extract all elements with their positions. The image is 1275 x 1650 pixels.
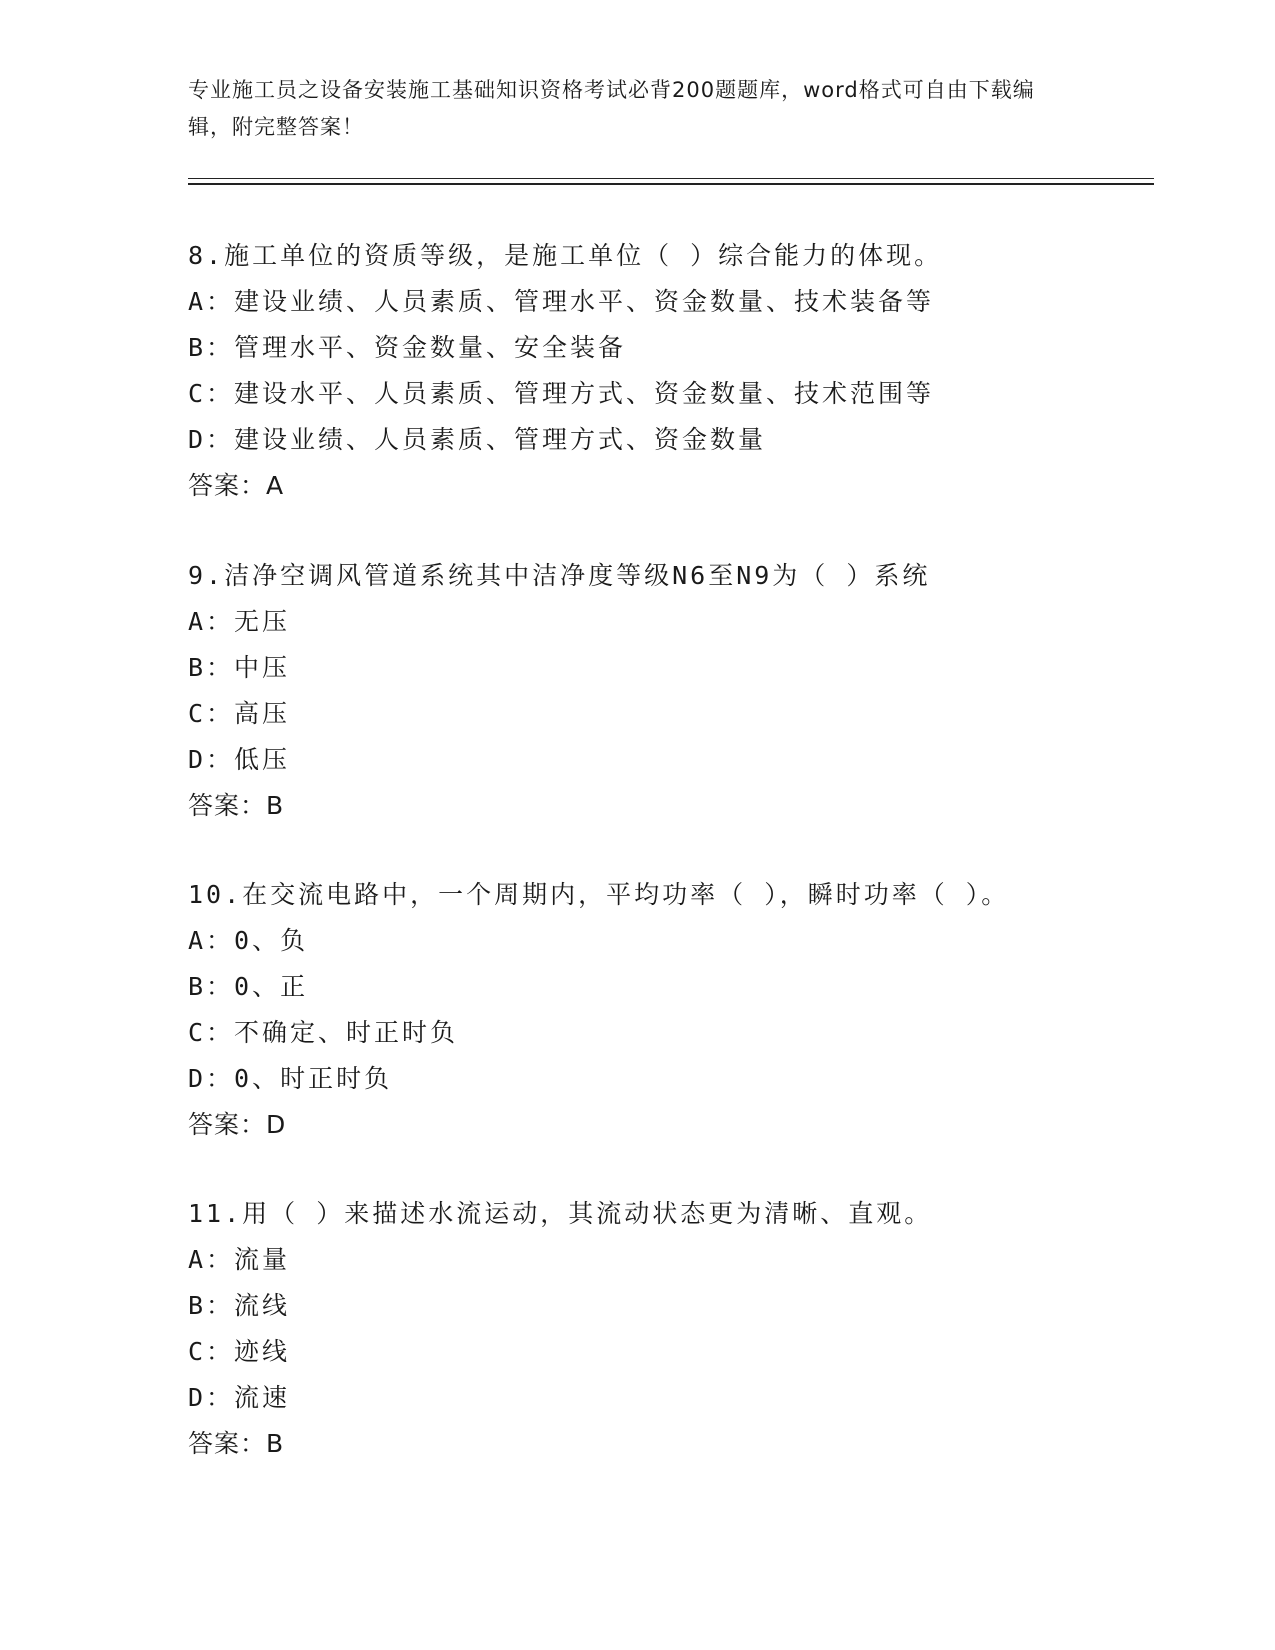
document-header: 专业施工员之设备安装施工基础知识资格考试必背200题题库，word格式可自由下载编辑，附完整答案！ bbox=[188, 78, 1035, 139]
option-d: D：低压 bbox=[188, 745, 291, 774]
question-block bbox=[188, 1191, 1168, 1467]
option-a: A：流量 bbox=[188, 1245, 291, 1274]
question-block bbox=[188, 553, 1168, 829]
question-stem: 9.洁净空调风管道系统其中洁净度等级N6至N9为（ ）系统 bbox=[188, 561, 931, 590]
question-block bbox=[188, 233, 1168, 509]
question-block bbox=[188, 872, 1168, 1148]
option-a: A：0、负 bbox=[188, 926, 309, 955]
option-b: B：流线 bbox=[188, 1291, 291, 1320]
option-a: A：建设业绩、人员素质、管理水平、资金数量、技术装备等 bbox=[188, 287, 935, 316]
question-stem: 11.用（ ）来描述水流运动，其流动状态更为清晰、直观。 bbox=[188, 1199, 933, 1228]
option-c: C：高压 bbox=[188, 699, 291, 728]
answer-line: 答案：B bbox=[188, 791, 285, 820]
option-d: D：流速 bbox=[188, 1383, 291, 1412]
option-b: B：中压 bbox=[188, 653, 291, 682]
option-c: C：建设水平、人员素质、管理方式、资金数量、技术范围等 bbox=[188, 379, 935, 408]
header-divider-thick bbox=[188, 183, 1154, 185]
option-d: D：0、时正时负 bbox=[188, 1064, 393, 1093]
option-b: B：0、正 bbox=[188, 972, 309, 1001]
option-c: C：不确定、时正时负 bbox=[188, 1018, 459, 1047]
header-divider-thin bbox=[188, 178, 1154, 179]
question-stem: 10.在交流电路中，一个周期内，平均功率（ ），瞬时功率（ ）。 bbox=[188, 880, 1010, 909]
option-c: C：迹线 bbox=[188, 1337, 291, 1366]
option-a: A：无压 bbox=[188, 607, 291, 636]
option-d: D：建设业绩、人员素质、管理方式、资金数量 bbox=[188, 425, 767, 454]
option-b: B：管理水平、资金数量、安全装备 bbox=[188, 333, 627, 362]
answer-line: 答案：D bbox=[188, 1110, 287, 1139]
answer-line: 答案：A bbox=[188, 471, 285, 500]
answer-line: 答案：B bbox=[188, 1429, 285, 1458]
question-stem: 8.施工单位的资质等级，是施工单位（ ）综合能力的体现。 bbox=[188, 241, 943, 270]
